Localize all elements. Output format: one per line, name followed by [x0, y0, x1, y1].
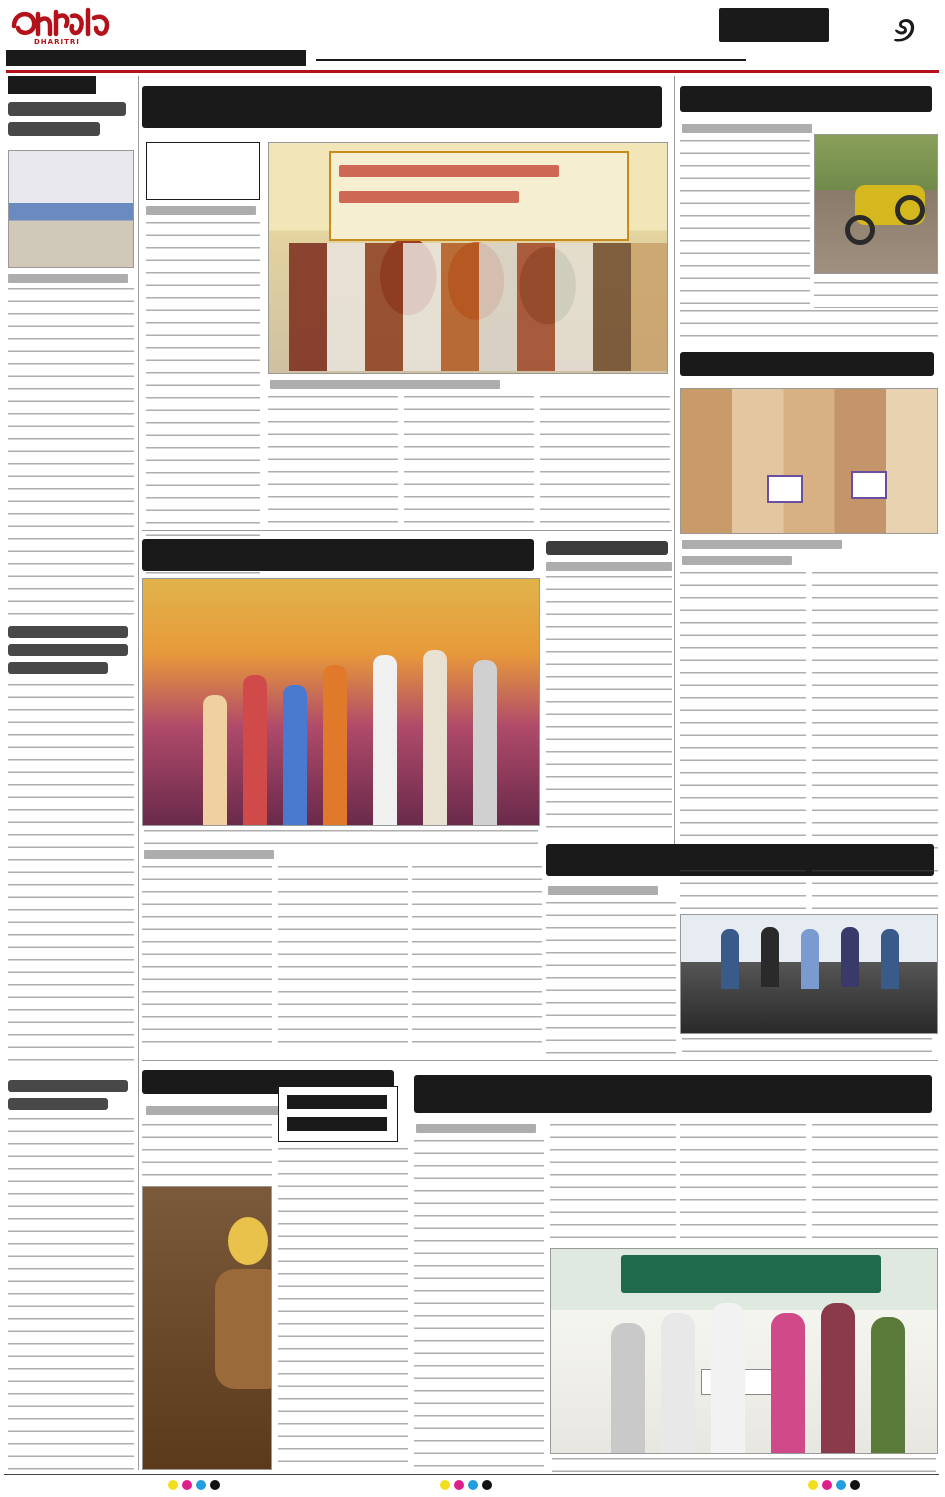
brief-body-3: [8, 1118, 134, 1470]
page-number: ୬: [893, 10, 915, 50]
brief-headline-3: [8, 1078, 134, 1112]
lead-body-col-4: [540, 396, 670, 526]
quiz-body-2: [812, 572, 938, 856]
section-name-badge: [719, 8, 829, 42]
cheque-distribution-photo: [550, 1248, 938, 1454]
quiz-body-1: [680, 572, 806, 856]
odia-dept-body-3: [812, 870, 938, 910]
brief-headline-2: [8, 624, 134, 678]
page-footer: [0, 1474, 945, 1497]
masthead: [6, 4, 939, 68]
lead-body-col-2: [268, 396, 398, 526]
brief-headline-1: [8, 98, 134, 138]
brief-body-2: [8, 684, 134, 1064]
workers-aid-body-4: [812, 1124, 938, 1244]
literature-circle-photo: [680, 914, 938, 1034]
dharitri-wordmark-icon: [10, 4, 122, 40]
lokanath-patient-photo: [142, 1186, 272, 1470]
lead-subhead-box: [146, 142, 260, 200]
treatment-funds-box: [278, 1086, 398, 1142]
logo-subtitle: DHARITRI: [34, 38, 80, 46]
maoist-body: [546, 576, 672, 836]
college-seminar-photo: [8, 150, 134, 268]
newspaper-logo: [10, 4, 160, 48]
festival-body-3: [412, 866, 542, 1046]
briefs-tag: [8, 76, 96, 94]
dateline-bar: [6, 50, 306, 66]
accident-headline: [680, 78, 938, 118]
festival-photo-caption: [144, 830, 538, 844]
workers-aid-body-1: [414, 1140, 544, 1470]
quiz-headline: [680, 346, 938, 382]
accident-body-1: [680, 140, 810, 306]
festival-body-1: [142, 866, 272, 1046]
festival-body-2: [278, 866, 408, 1046]
quiz-winners-photo: [680, 388, 938, 534]
odia-dept-body-2: [680, 870, 806, 910]
odia-dept-body-1: [546, 902, 676, 1058]
brief-body-1: [8, 288, 134, 618]
lokanath-body-2: [278, 1148, 408, 1470]
road-accident-photo: [814, 134, 938, 274]
cheque-photo-caption: [552, 1458, 936, 1472]
maoist-headline: [546, 538, 672, 558]
accident-body-2: [680, 310, 938, 340]
lokanath-body-1: [142, 1124, 272, 1184]
festival-headline: [142, 534, 542, 576]
workers-aid-headline: [414, 1070, 938, 1118]
lead-body-col-3: [404, 396, 534, 526]
accident-photo-caption: [814, 282, 938, 308]
literature-circle-caption: [682, 1038, 932, 1052]
bjp-training-camp-photo: [268, 142, 668, 374]
workers-aid-body-2: [550, 1124, 676, 1244]
lead-headline: [142, 80, 668, 134]
workers-aid-body-3: [680, 1124, 806, 1244]
childrens-festival-photo: [142, 578, 540, 826]
